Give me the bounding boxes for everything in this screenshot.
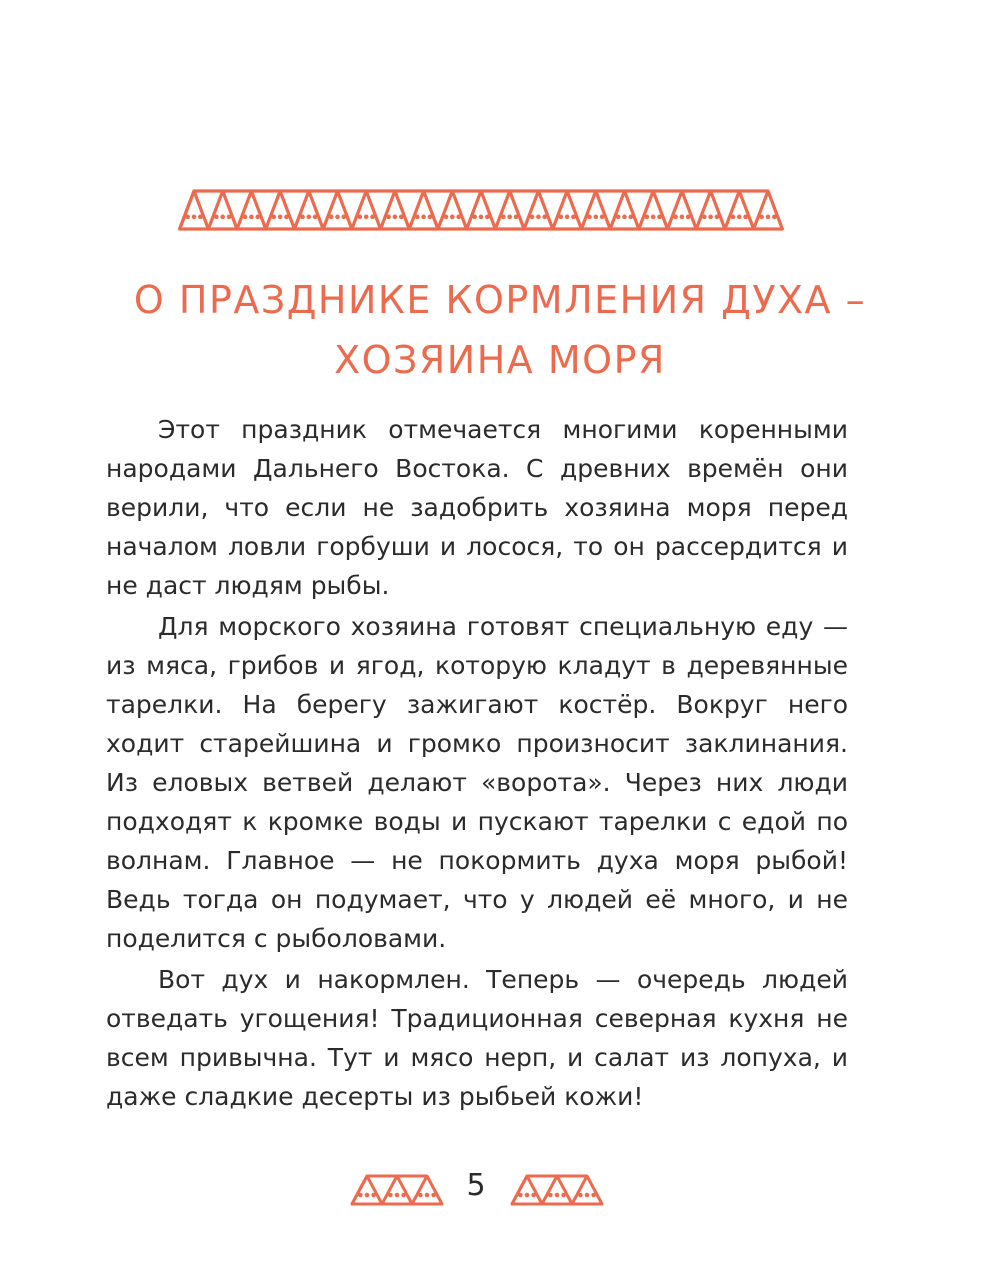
paragraph-2: Для морского хозяина готовят специальную еду — из мяса, грибов и ягод, которую кладут в деревянные тарелки. На берегу зажигают костёр. Вокруг него ходит старейшина и громко произносит заклинания. Из еловых ветвей делают «ворота». Через них люди подходят к кромке воды и пускают тарелки с едой по волнам. Главное — не покормить духа моря рыбой! Ведь тогда он подумает, что у людей её много, и не поделится с рыболовами.: [106, 612, 848, 953]
ornament-footer-left: [349, 1170, 445, 1210]
page-title-line-2: ХОЗЯИНА МОРЯ: [334, 338, 666, 382]
body-text: [106, 410, 848, 1118]
paragraph-1: Этот праздник отмечается многими коренными народами Дальнего Востока. С древних времён они верили, что если не задобрить хозяина моря перед началом ловли горбуши и лосося, то он рассердится и не даст людям рыбы.: [106, 415, 848, 600]
page-number: 5: [466, 1168, 486, 1203]
ornament-footer-right: [509, 1170, 605, 1210]
paragraph-3: Вот дух и накормлен. Теперь — очередь людей отведать угощения! Традиционная северная кухня не всем привычна. Тут и мясо нерп, и салат из лопуха, и даже сладкие десерты из рыбьей кожи!: [106, 965, 848, 1111]
page-title-line-1: О ПРАЗДНИКЕ КОРМЛЕНИЯ ДУХА –: [133, 278, 867, 322]
ornament-border-top: [172, 183, 790, 237]
